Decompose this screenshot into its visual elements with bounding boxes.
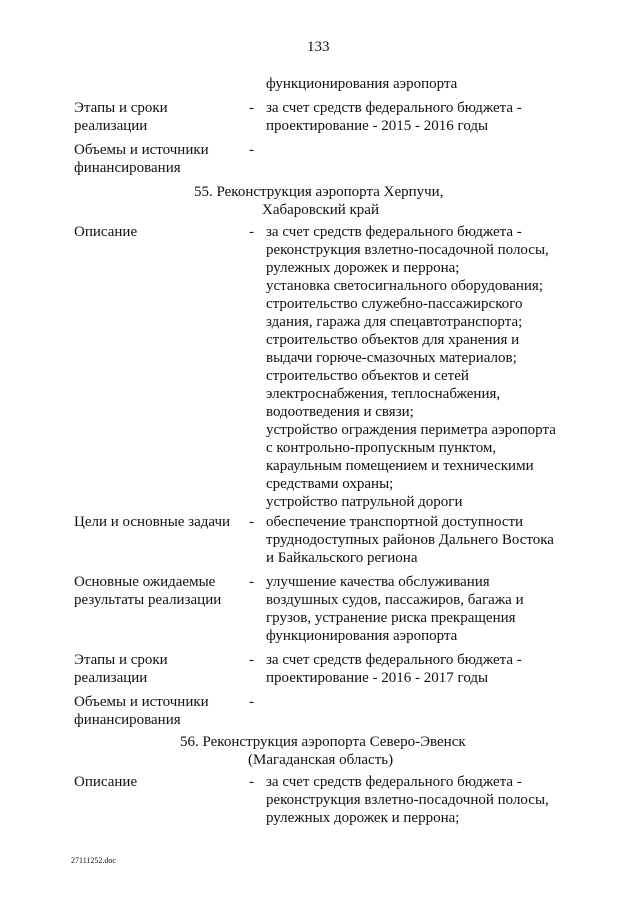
description-line: средствами охраны; (266, 476, 394, 492)
separator-dash: - (249, 652, 254, 668)
description-line: караульным помещением и техническими (266, 458, 534, 474)
results-label-line-1: Основные ожидаемые (74, 574, 216, 590)
separator-dash: - (249, 100, 254, 116)
stages-value-line-2: проектирование - 2015 - 2016 годы (266, 118, 489, 134)
stages-value-line-1: за счет средств федерального бюджета - (266, 652, 522, 668)
results-line: функционирования аэропорта (266, 628, 458, 644)
description-line: здания, гаража для спецавтотранспорта; (266, 314, 523, 330)
description-line: установка светосигнального оборудования; (266, 278, 543, 294)
description-line: рулежных дорожек и перрона; (266, 810, 460, 826)
section-56-title-line-1: 56. Реконструкция аэропорта Северо-Эвенск (180, 734, 466, 750)
section-55-title-line-2: Хабаровский край (262, 202, 379, 218)
funding-label-line-1: Объемы и источники (74, 142, 209, 158)
description-line: устройство патрульной дороги (266, 494, 463, 510)
description-label: Описание (74, 774, 138, 790)
description-line: реконструкция взлетно-посадочной полосы, (266, 792, 549, 808)
results-line: улучшение качества обслуживания (266, 574, 490, 590)
separator-dash: - (249, 142, 254, 158)
results-line: воздушных судов, пассажиров, багажа и (266, 592, 524, 608)
goals-line: труднодоступных районов Дальнего Востока (266, 532, 554, 548)
section-55-title-line-1: 55. Реконструкция аэропорта Херпучи, (194, 184, 444, 200)
description-line: строительство служебно-пассажирского (266, 296, 523, 312)
separator-dash: - (249, 774, 254, 790)
results-label-line-2: результаты реализации (74, 592, 222, 608)
description-line: реконструкция взлетно-посадочной полосы, (266, 242, 549, 258)
description-line: с контрольно-пропускным пунктом, (266, 440, 497, 456)
results-line: грузов, устранение риска прекращения (266, 610, 516, 626)
description-label: Описание (74, 224, 138, 240)
separator-dash: - (249, 694, 254, 710)
funding-label-line-1: Объемы и источники (74, 694, 209, 710)
funding-label-line-2: финансирования (74, 712, 181, 728)
description-line: электроснабжения, теплоснабжения, (266, 386, 501, 402)
footer-filename: 27111252.doc (71, 856, 116, 865)
separator-dash: - (249, 574, 254, 590)
stages-label-line-1: Этапы и сроки (74, 100, 168, 116)
continuation-text: функционирования аэропорта (266, 76, 458, 92)
page-number: 133 (307, 39, 330, 55)
description-line: строительство объектов для хранения и (266, 332, 520, 348)
description-line: за счет средств федерального бюджета - (266, 774, 522, 790)
description-line: строительство объектов и сетей (266, 368, 469, 384)
description-line: за счет средств федерального бюджета - (266, 224, 522, 240)
description-line: рулежных дорожек и перрона; (266, 260, 460, 276)
goals-label: Цели и основные задачи (74, 514, 231, 530)
separator-dash: - (249, 224, 254, 240)
stages-label-line-1: Этапы и сроки (74, 652, 168, 668)
stages-value-line-2: проектирование - 2016 - 2017 годы (266, 670, 489, 686)
goals-line: и Байкальского региона (266, 550, 418, 566)
funding-label-line-2: финансирования (74, 160, 181, 176)
description-line: выдачи горюче-смазочных материалов; (266, 350, 517, 366)
description-line: устройство ограждения периметра аэропорта (266, 422, 556, 438)
stages-value-line-1: за счет средств федерального бюджета - (266, 100, 522, 116)
stages-label-line-2: реализации (74, 670, 148, 686)
section-56-title-line-2: (Магаданская область) (248, 752, 394, 768)
goals-line: обеспечение транспортной доступности (266, 514, 524, 530)
description-line: водоотведения и связи; (266, 404, 414, 420)
stages-label-line-2: реализации (74, 118, 148, 134)
separator-dash: - (249, 514, 254, 530)
